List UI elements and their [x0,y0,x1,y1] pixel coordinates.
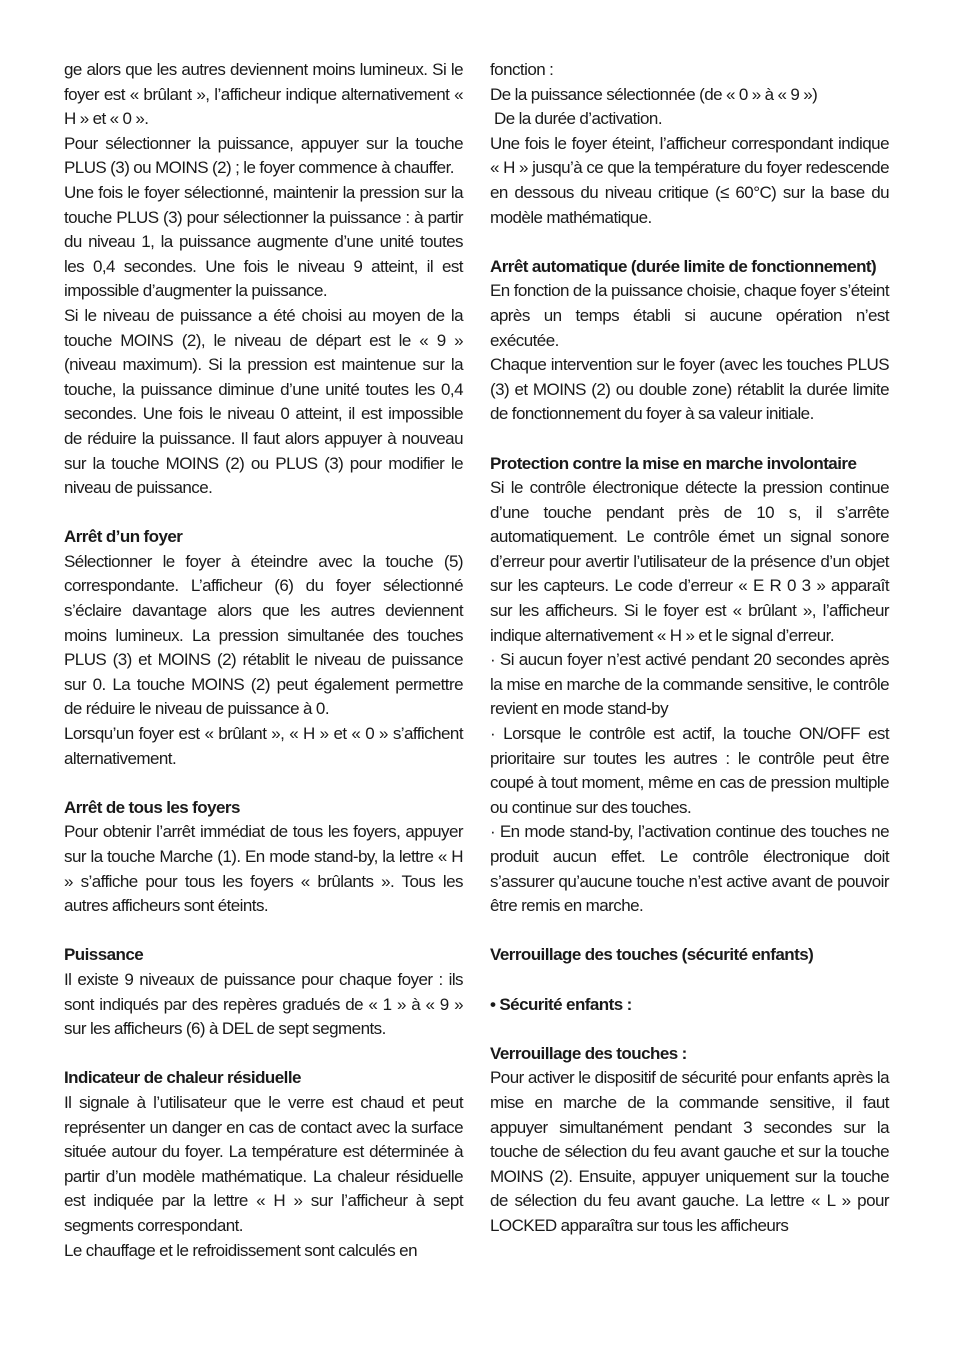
paragraph-activation-duration: De la durée d’activation. [490,109,663,129]
left-column [64,58,463,1263]
paragraph-lock-procedure: Pour activer le dispositif de sécurité pour enfants après la mise en marche de la commande sensitive, il faut appuyer simultanément pendant 3 secondes sur la touche de sélection du feu avant gauche et sur la touche MOINS (2). Ensuite, appuyer uniquement sur la touche de sélection du feu avant gauche. La lettre « L » pour LOCKED apparaîtra sur tous les afficheurs [490,1068,889,1235]
spacer [490,427,889,452]
paragraph-intervention-reset: Chaque intervention sur le foyer (avec les touches PLUS (3) et MOINS (2) ou double zone) rétablit la durée limite de fonctionnement du foyer à sa valeur initiale. [490,355,889,424]
paragraph-power: Il existe 9 niveaux de puissance pour chaque foyer : ils sont indiqués par des repères gradués de « 1 » à « 9 » sur les afficheurs (6) à DEL de sept segments. [64,969,463,1039]
paragraph-select-power: Pour sélectionner la puissance, appuyer sur la touche PLUS (3) ou MOINS (2) ; le foyer commence à chauffer. [64,133,463,178]
paragraph-function: fonction : [490,60,554,79]
paragraph-residual-heat: Il signale à l’utilisateur que le verre est chaud et peut représenter un danger en cas de contact avec la surface située autour du foyer. La température est déterminée à partir d’un modèle mathématique. La chaleur résiduelle est indiquée par la lettre « H » sur l’afficheur à sept segments correspondant. [64,1092,463,1235]
right-column [490,58,889,1239]
paragraph-selected-power: De la puissance sélectionnée (de « 0 » à « 9 ») [490,84,818,104]
heading-lock-keys: Verrouillage des touches : [490,1043,687,1063]
heading-residual-heat: Indicateur de chaleur résiduelle [64,1068,301,1088]
paragraph-standby-keys: · En mode stand-by, l’activation continue des touches ne produit aucun effet. Le contrôle électronique doit s’assurer qu’aucune touche n’est active avant de pouvoir être remis en marche. [490,822,889,916]
paragraph-stop-all-burners: Pour obtenir l’arrêt immédiat de tous les foyers, appuyer sur la touche Marche (1). En mode stand-by, la lettre « H » s’affiche pour tous les foyers « brûlants ». Tous les autres afficheurs sont éteints. [64,822,463,916]
paragraph-auto-shutoff: En fonction de la puissance choisie, chaque foyer s’éteint après un temps établi si aucune opération n’est exécutée. [490,281,889,350]
spacer [490,919,889,944]
heading-stop-all-burners: Arrêt de tous les foyers [64,797,240,817]
spacer [490,230,889,255]
spacer [64,919,463,944]
heading-accidental-start-protection: Protection contre la mise en marche involontaire [490,453,857,473]
heading-stop-one-burner: Arrêt d’un foyer [64,527,183,547]
paragraph-onoff-priority: · Lorsque le contrôle est actif, la touche ON/OFF est prioritaire sur toutes les autres : le contrôle peut être coupé à tout moment, même en cas de pression multiple ou continue sur des touches. [490,724,889,817]
heading-power: Puissance [64,945,144,965]
paragraph-continuous-press: Si le contrôle électronique détecte la pression continue d’une touche pendant près de 10 s, il s’arrête automatiquement. Le contrôle émet un signal sonore d’erreur pour avertir l’utilisateur de la présence d’un objet sur les capteurs. Le code d’erreur « E R 0 3 » apparaît sur les afficheurs. Si le foyer est « brûlant », l’afficheur indique alternativement « H » et le signal d’erreur. [490,478,889,645]
paragraph-stop-one-burner: Sélectionner le foyer à éteindre avec la touche (5) correspondante. L’afficheur (6) du foyer sélectionné s’éclaire davantage alors que les autres deviennent moins lumineux. La pression simultanée des touches PLUS (3) et MOINS (2) rétablit le niveau de puissance sur 0. La touche MOINS (2) peut également permettre de réduire le niveau de puissance à 0. [64,551,463,719]
paragraph-standby-timeout: · Si aucun foyer n’est activé pendant 20 secondes après la mise en marche de la commande sensitive, le contrôle revient en mode stand-by [490,650,889,719]
paragraph-plus-key: Une fois le foyer sélectionné, maintenir la pression sur la touche PLUS (3) pour sélectionner la puissance : à partir du niveau 1, la puissance augmente d’une unité toutes les 0,4 secondes. Une fois le niveau 9 atteint, il est impossible d’augmenter la puissance. [64,182,463,301]
heading-child-safety: • Sécurité enfants : [490,994,632,1014]
spacer [64,1042,463,1067]
paragraph-minus-key: Si le niveau de puissance a été choisi au moyen de la touche MOINS (2), le niveau de départ est le « 9 » (niveau maximum). Si la pression est maintenue sur la touche, la puissance diminue d’une unité toutes les 0,4 secondes. Une fois le niveau 0 atteint, il est impossible de réduire la puissance. Il faut alors appuyer à nouveau sur la touche MOINS (2) ou PLUS (3) pour modifier le niveau de puissance. [64,305,463,498]
heading-key-lock: Verrouillage des touches (sécurité enfants) [490,945,814,965]
heading-auto-shutoff: Arrêt automatique (durée limite de fonctionnement) [490,256,877,276]
paragraph-heating-cooling: Le chauffage et le refroidissement sont calculés en [64,1240,417,1260]
spacer [490,968,889,993]
paragraph-burner-off-indicator: Une fois le foyer éteint, l’afficheur correspondant indique « H » jusqu’à ce que la température du foyer redescende en dessous du niveau critique (≤ 60°C) sur la base du modèle mathématique. [490,133,889,227]
spacer [64,771,463,796]
spacer [64,501,463,526]
spacer [490,1017,889,1042]
paragraph-display-alternation: ge alors que les autres deviennent moins lumineux. Si le foyer est « brûlant », l’afficheur indique alternativement « H » et « 0 ». [64,60,463,129]
paragraph-hot-burner: Lorsqu’un foyer est « brûlant », « H » et « 0 » s’affichent alternativement. [64,724,463,768]
